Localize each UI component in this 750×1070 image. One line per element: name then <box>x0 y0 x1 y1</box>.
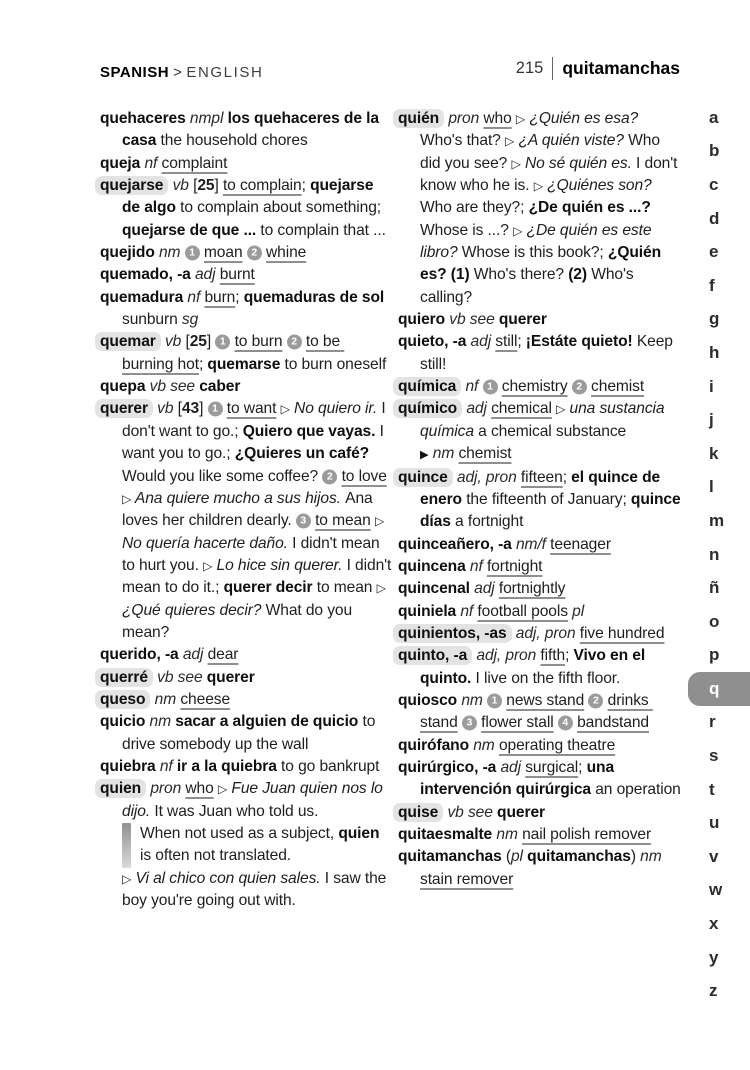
dict-entry <box>398 309 684 331</box>
pos-label: nf <box>183 288 205 306</box>
text: Ana loves her children dearly. <box>122 489 377 530</box>
alphabet-tab-q: q <box>688 672 750 706</box>
header-divider <box>552 57 553 80</box>
pos-label: nf <box>461 378 483 396</box>
pos-label: vb <box>160 333 186 351</box>
alphabet-tab-j: j <box>709 410 714 430</box>
text: Would you like some coffee? <box>122 467 323 485</box>
note-bar <box>122 823 131 868</box>
dict-entry <box>100 689 392 711</box>
page-header-right <box>516 57 680 80</box>
dict-entry <box>398 331 684 376</box>
dict-entry <box>100 153 392 175</box>
translation: news stand <box>506 691 585 709</box>
alphabet-tab-s: s <box>709 746 719 766</box>
headword: quiniela <box>398 602 457 620</box>
dict-entry <box>100 398 396 644</box>
translation: who <box>185 780 214 798</box>
text: to go bankrupt <box>281 757 380 775</box>
text <box>387 468 391 485</box>
bold-phrase: ¿Quién es? (1) <box>420 244 666 284</box>
headword-highlighted: químico <box>393 399 462 418</box>
example-es: ¿A quién viste? <box>514 132 629 150</box>
dict-entry <box>100 242 392 264</box>
dict-entry <box>398 578 684 600</box>
pos-label: vb <box>168 177 194 195</box>
headword: quieto, -a <box>398 333 467 351</box>
page-header-left <box>100 64 263 81</box>
example-es: Vi al chico con quien sales. <box>131 869 325 887</box>
example-marker-icon: ▷ <box>122 871 132 886</box>
sense-number: 2 <box>287 335 302 350</box>
headword: quehaceres <box>100 110 186 127</box>
alphabet-tab-f: f <box>709 275 715 295</box>
pos-label: nf <box>456 602 478 620</box>
example-es: ¿Quién es esa? <box>525 110 643 127</box>
alphabet-tab-w: w <box>709 880 723 900</box>
dict-entry <box>100 756 392 778</box>
pos-label: nm <box>457 691 488 709</box>
sense-number: 1 <box>185 246 200 261</box>
sense-number: 1 <box>215 335 230 350</box>
translation: fortnightly <box>498 580 566 598</box>
pos-label: vb see <box>445 311 499 329</box>
dict-entry <box>100 711 392 756</box>
headword: querido, -a <box>100 646 179 664</box>
example-marker-icon: ▷ <box>505 134 515 149</box>
alphabet-tab-p: p <box>709 645 720 665</box>
alphabet-tab-g: g <box>709 309 720 329</box>
alphabet-thumb-index <box>688 101 750 1008</box>
translation: who <box>483 110 512 127</box>
bold-phrase: querer <box>206 668 255 686</box>
bold-phrase: ¿De quién es ...? <box>528 199 656 217</box>
translation: operating theatre <box>498 736 616 754</box>
bold-phrase: querer <box>497 803 545 821</box>
text: Who did you see? <box>420 132 665 172</box>
pos-label: adj, pron <box>511 624 580 642</box>
headword: quejido <box>100 244 155 262</box>
headword: quepa <box>100 378 146 396</box>
pos-label: nm <box>145 713 176 731</box>
note-text <box>140 823 392 868</box>
text: ; <box>235 288 244 306</box>
dict-entry <box>100 376 392 398</box>
text: ; <box>578 758 587 776</box>
pos-label: pron <box>444 110 484 127</box>
translation: to burn <box>234 333 283 351</box>
translation: surgical <box>525 758 579 776</box>
headword-highlighted: quién <box>393 109 444 128</box>
bold-phrase: quemaduras de sol <box>243 288 389 306</box>
alphabet-tab-h: h <box>709 342 720 362</box>
example-marker-icon: ▷ <box>280 402 290 417</box>
bold-phrase: quejarse de algo <box>122 177 378 217</box>
translation: complaint <box>161 154 228 172</box>
alphabet-tab-l: l <box>709 477 714 497</box>
text: sunburn <box>122 311 182 329</box>
dict-entry <box>398 757 684 802</box>
alphabet-tab-d: d <box>709 208 720 228</box>
translation: cheese <box>180 690 231 708</box>
dict-entry <box>398 398 684 466</box>
dict-entry <box>100 331 392 376</box>
example-marker-icon: ▷ <box>203 558 213 573</box>
text: Who's there? <box>473 266 569 284</box>
pos-label: vb see <box>152 668 207 686</box>
text: the household chores <box>160 132 308 150</box>
text: ; <box>562 468 572 486</box>
bold-phrase: (2) <box>568 266 592 284</box>
translation: bandstand <box>577 714 649 732</box>
example-marker-icon: ▷ <box>122 491 132 506</box>
dict-entry <box>398 645 684 690</box>
text: to complain about something; <box>180 199 386 217</box>
dict-entry <box>398 556 684 578</box>
sense-number: 1 <box>208 402 223 417</box>
direction-separator: > <box>173 64 183 81</box>
dict-entry <box>398 623 684 645</box>
headword-highlighted: quinto, -a <box>393 646 472 665</box>
translation: football pools <box>477 602 568 620</box>
example-marker-icon: ▷ <box>376 581 386 596</box>
text: I don't know who he is. <box>420 154 682 195</box>
bold-phrase: ir a la quiebra <box>176 757 282 775</box>
example-es: Lo hice sin querer. <box>212 556 347 574</box>
pos-label: adj, pron <box>472 647 541 665</box>
dict-entry <box>398 846 684 891</box>
example-es: ¿Quiénes son? <box>542 177 656 195</box>
sense-number: 2 <box>572 380 587 395</box>
translation: to mean <box>315 512 371 530</box>
pos-label: pl <box>510 848 528 866</box>
pos-label: nm <box>154 244 185 262</box>
translation: chemist <box>591 378 645 396</box>
pos-label: nf <box>155 757 177 775</box>
text: I didn't mean to hurt you. <box>122 534 384 574</box>
example-marker-icon: ▷ <box>374 514 385 529</box>
pos-label: vb see <box>443 803 498 821</box>
pos-label: sg <box>181 311 199 329</box>
bold-phrase: una intervención quirúrgica <box>420 758 619 799</box>
bold-phrase: sacar a alguien de quicio <box>175 713 363 731</box>
usage-note <box>122 823 392 868</box>
text: Who are they?; <box>420 199 529 217</box>
translation: stain remover <box>420 870 514 888</box>
headword: quirófano <box>398 736 469 754</box>
text: ; <box>301 177 311 195</box>
text: to drive somebody up the wall <box>122 713 380 753</box>
headword: quiosco <box>398 691 458 709</box>
text: Who's that? <box>420 132 505 150</box>
verb-table-number: [25] <box>193 177 219 195</box>
bold-phrase: Vivo en el quinto. <box>420 647 650 687</box>
alphabet-tab-u: u <box>709 813 720 833</box>
example-es: ¿De quién es este libro? <box>420 221 656 262</box>
bold-phrase: querer <box>498 311 547 329</box>
headword: quitamanchas <box>398 848 502 866</box>
example-marker-icon: ▷ <box>511 156 521 171</box>
pos-label: nm <box>428 445 459 463</box>
headword-highlighted: quinientos, -as <box>393 624 512 643</box>
text: ; <box>198 355 208 373</box>
text: a chemical substance <box>478 422 627 440</box>
dict-entry <box>100 644 392 666</box>
verb-table-number: [25] <box>185 333 212 351</box>
alphabet-tab-m: m <box>709 510 725 530</box>
sense-number: 3 <box>296 514 311 529</box>
headword: quincenal <box>398 580 470 598</box>
translation: to love <box>341 467 387 485</box>
translation: drinks stand <box>420 691 653 732</box>
alphabet-tab-ñ: ñ <box>709 578 720 598</box>
headword-highlighted: quejarse <box>95 176 168 195</box>
example-marker-icon: ▷ <box>515 112 526 126</box>
translation: teenager <box>550 535 611 553</box>
sense-number: 2 <box>588 693 603 708</box>
alphabet-tab-k: k <box>709 443 719 463</box>
dict-entry <box>100 175 392 242</box>
example-es: ¿Qué quieres decir? <box>122 579 391 619</box>
translation: to complain <box>222 177 302 195</box>
dict-entry <box>398 802 684 824</box>
headword-highlighted: queso <box>95 690 150 709</box>
pos-label: adj <box>178 646 208 664</box>
text: ) <box>630 848 641 866</box>
text: Who's calling? <box>420 266 638 306</box>
translation: flower stall <box>481 714 554 732</box>
text: I didn't mean to do it.; <box>122 556 396 597</box>
translation: chemistry <box>501 378 568 396</box>
translation: chemist <box>458 445 512 463</box>
text: I live on the fifth floor. <box>475 669 621 687</box>
pos-label: adj <box>496 758 526 776</box>
sense-number: 2 <box>322 469 337 484</box>
sense-number: 1 <box>487 693 502 708</box>
dictionary-column-left <box>100 108 396 912</box>
dict-entry <box>398 376 684 398</box>
example-marker-icon: ▷ <box>533 179 543 194</box>
pos-label: nf <box>465 557 487 575</box>
text: Whose is this book?; <box>461 244 608 262</box>
guide-word: quitamanchas <box>562 58 680 78</box>
pos-label: nm/f <box>511 535 551 553</box>
pos-label: adj <box>190 266 220 284</box>
example-marker-icon: ▷ <box>556 402 566 417</box>
headword: quitaesmalte <box>398 826 493 843</box>
headword: quinceañero, -a <box>398 535 512 553</box>
pos-label: nmpl <box>185 110 228 127</box>
dict-entry <box>100 264 392 286</box>
example-es: No quería hacerte daño. <box>122 512 389 552</box>
sense-number: 3 <box>462 716 477 731</box>
example-es: Fue Juan quien nos lo dijo. <box>122 780 387 820</box>
bold-phrase: Quiero que vayas. <box>242 422 380 440</box>
pos-label: vb see <box>145 378 200 396</box>
pos-label: adj <box>462 400 492 418</box>
pos-label: nm <box>492 826 523 843</box>
headword-highlighted: quemar <box>95 332 161 351</box>
dict-entry <box>100 667 392 689</box>
translation: five hundred <box>579 624 665 642</box>
headword: quicio <box>100 713 146 731</box>
text: I want you to go.; <box>122 422 389 463</box>
bold-phrase: ¿Quieres un café? <box>234 445 374 463</box>
bold-phrase: quien <box>338 825 380 842</box>
text: Whose is ...? <box>420 221 514 239</box>
translation: nail polish remover <box>522 826 652 843</box>
alphabet-tab-e: e <box>709 242 719 262</box>
dict-entry <box>398 467 684 534</box>
text: to burn oneself <box>284 355 387 373</box>
alphabet-tab-a: a <box>709 107 719 127</box>
target-language-label: ENGLISH <box>186 64 264 81</box>
dict-entry <box>100 778 392 823</box>
bold-phrase: caber <box>199 378 241 396</box>
bold-phrase: quince días <box>420 490 685 531</box>
translation: chemical <box>491 400 552 418</box>
alphabet-tab-b: b <box>709 141 720 161</box>
dict-entry <box>398 735 684 757</box>
alphabet-tab-v: v <box>709 846 719 866</box>
pos-label: nm <box>469 736 499 754</box>
text: is often not translated. <box>140 825 384 865</box>
alphabet-tab-i: i <box>709 376 714 396</box>
text: I don't want to go.; <box>122 400 390 440</box>
text: ( <box>501 848 511 866</box>
dict-entry <box>398 108 684 309</box>
pos-label: pl <box>567 602 585 620</box>
alphabet-tab-n: n <box>709 544 720 564</box>
alphabet-tab-x: x <box>709 914 719 934</box>
page-number: 215 <box>515 59 544 77</box>
headword-highlighted: química <box>393 377 461 396</box>
text: What do you mean? <box>122 601 357 641</box>
translation: to want <box>226 400 277 418</box>
alphabet-tab-c: c <box>709 174 719 194</box>
text: ; <box>517 333 526 351</box>
sense-number: 1 <box>483 380 498 395</box>
translation: fifth <box>540 647 566 665</box>
alphabet-tab-o: o <box>709 611 720 631</box>
pos-label: nm <box>150 690 181 708</box>
headword: quirúrgico, -a <box>398 758 497 776</box>
pos-label: nm <box>640 848 666 866</box>
text: the fifteenth of January; <box>466 490 631 508</box>
headword-highlighted: querré <box>95 668 153 687</box>
text: ; <box>565 647 574 665</box>
source-language-label: SPANISH <box>100 64 170 81</box>
dict-entry <box>398 534 684 556</box>
sense-marker-icon: ▶ <box>420 449 429 462</box>
alphabet-tab-y: y <box>709 947 719 967</box>
bold-phrase: querer decir <box>223 579 317 597</box>
text: It was Juan who told us. <box>154 802 319 820</box>
pos-label: adj, pron <box>452 468 521 486</box>
pos-label: nf <box>140 154 162 172</box>
pos-label: adj <box>469 580 499 598</box>
translation: still <box>495 333 518 351</box>
headword-highlighted: quince <box>393 468 453 487</box>
dict-entry <box>398 690 684 735</box>
headword-highlighted: quien <box>95 779 146 798</box>
translation: moan <box>203 244 243 262</box>
alphabet-tab-t: t <box>709 779 715 799</box>
headword: quiebra <box>100 757 156 775</box>
translation: fifteen <box>520 468 563 486</box>
bold-phrase: ¡Estáte quieto! <box>525 333 637 351</box>
entry-continuation <box>100 868 392 913</box>
bold-phrase: quitamanchas <box>527 848 631 866</box>
dict-entry <box>398 601 684 623</box>
translation: burn <box>204 288 236 306</box>
translation: burnt <box>219 266 255 284</box>
headword: quemadura <box>100 288 184 306</box>
example-es: Ana quiere mucho a sus hijos. <box>131 489 346 507</box>
example-es: No sé quién es. <box>520 154 637 172</box>
sense-number: 4 <box>558 716 573 731</box>
headword: queja <box>100 154 141 172</box>
text: to complain that ... <box>260 221 386 239</box>
verb-table-number: [43] <box>177 400 204 418</box>
headword: quemado, -a <box>100 266 191 284</box>
example-es: una sustancia química <box>420 400 669 440</box>
pos-label: adj <box>466 333 496 351</box>
pos-label: vb <box>152 400 178 418</box>
text: to mean <box>316 579 377 597</box>
headword-highlighted: quise <box>393 803 443 822</box>
example-marker-icon: ▷ <box>217 782 228 797</box>
text: I saw the boy you're going out with. <box>122 869 391 910</box>
alphabet-tab-z: z <box>709 981 718 1001</box>
translation: to be burning hot <box>122 333 345 373</box>
translation: whine <box>266 244 307 262</box>
translation: fortnight <box>486 557 543 575</box>
bold-phrase: quemarse <box>207 355 285 373</box>
sense-number: 2 <box>247 246 262 261</box>
example-marker-icon: ▷ <box>513 223 523 238</box>
bold-phrase: quejarse de que ... <box>122 221 261 239</box>
dict-entry <box>100 108 392 153</box>
text: When not used as a subject, <box>140 825 339 842</box>
headword-highlighted: querer <box>95 399 153 418</box>
dict-entry <box>100 287 392 332</box>
bold-phrase: los quehaceres de la casa <box>122 110 384 150</box>
headword: quincena <box>398 557 466 575</box>
translation: dear <box>207 646 239 664</box>
text: Keep still! <box>420 333 678 373</box>
text: a fortnight <box>455 513 524 531</box>
bold-phrase: el quince de enero <box>420 468 665 508</box>
headword: quiero <box>398 311 446 329</box>
text: an operation <box>595 781 681 799</box>
dict-entry <box>398 824 684 846</box>
pos-label: pron <box>146 780 186 798</box>
alphabet-tab-r: r <box>709 712 716 732</box>
dictionary-column-right <box>398 108 684 891</box>
example-es: No quiero ir. <box>289 400 382 418</box>
